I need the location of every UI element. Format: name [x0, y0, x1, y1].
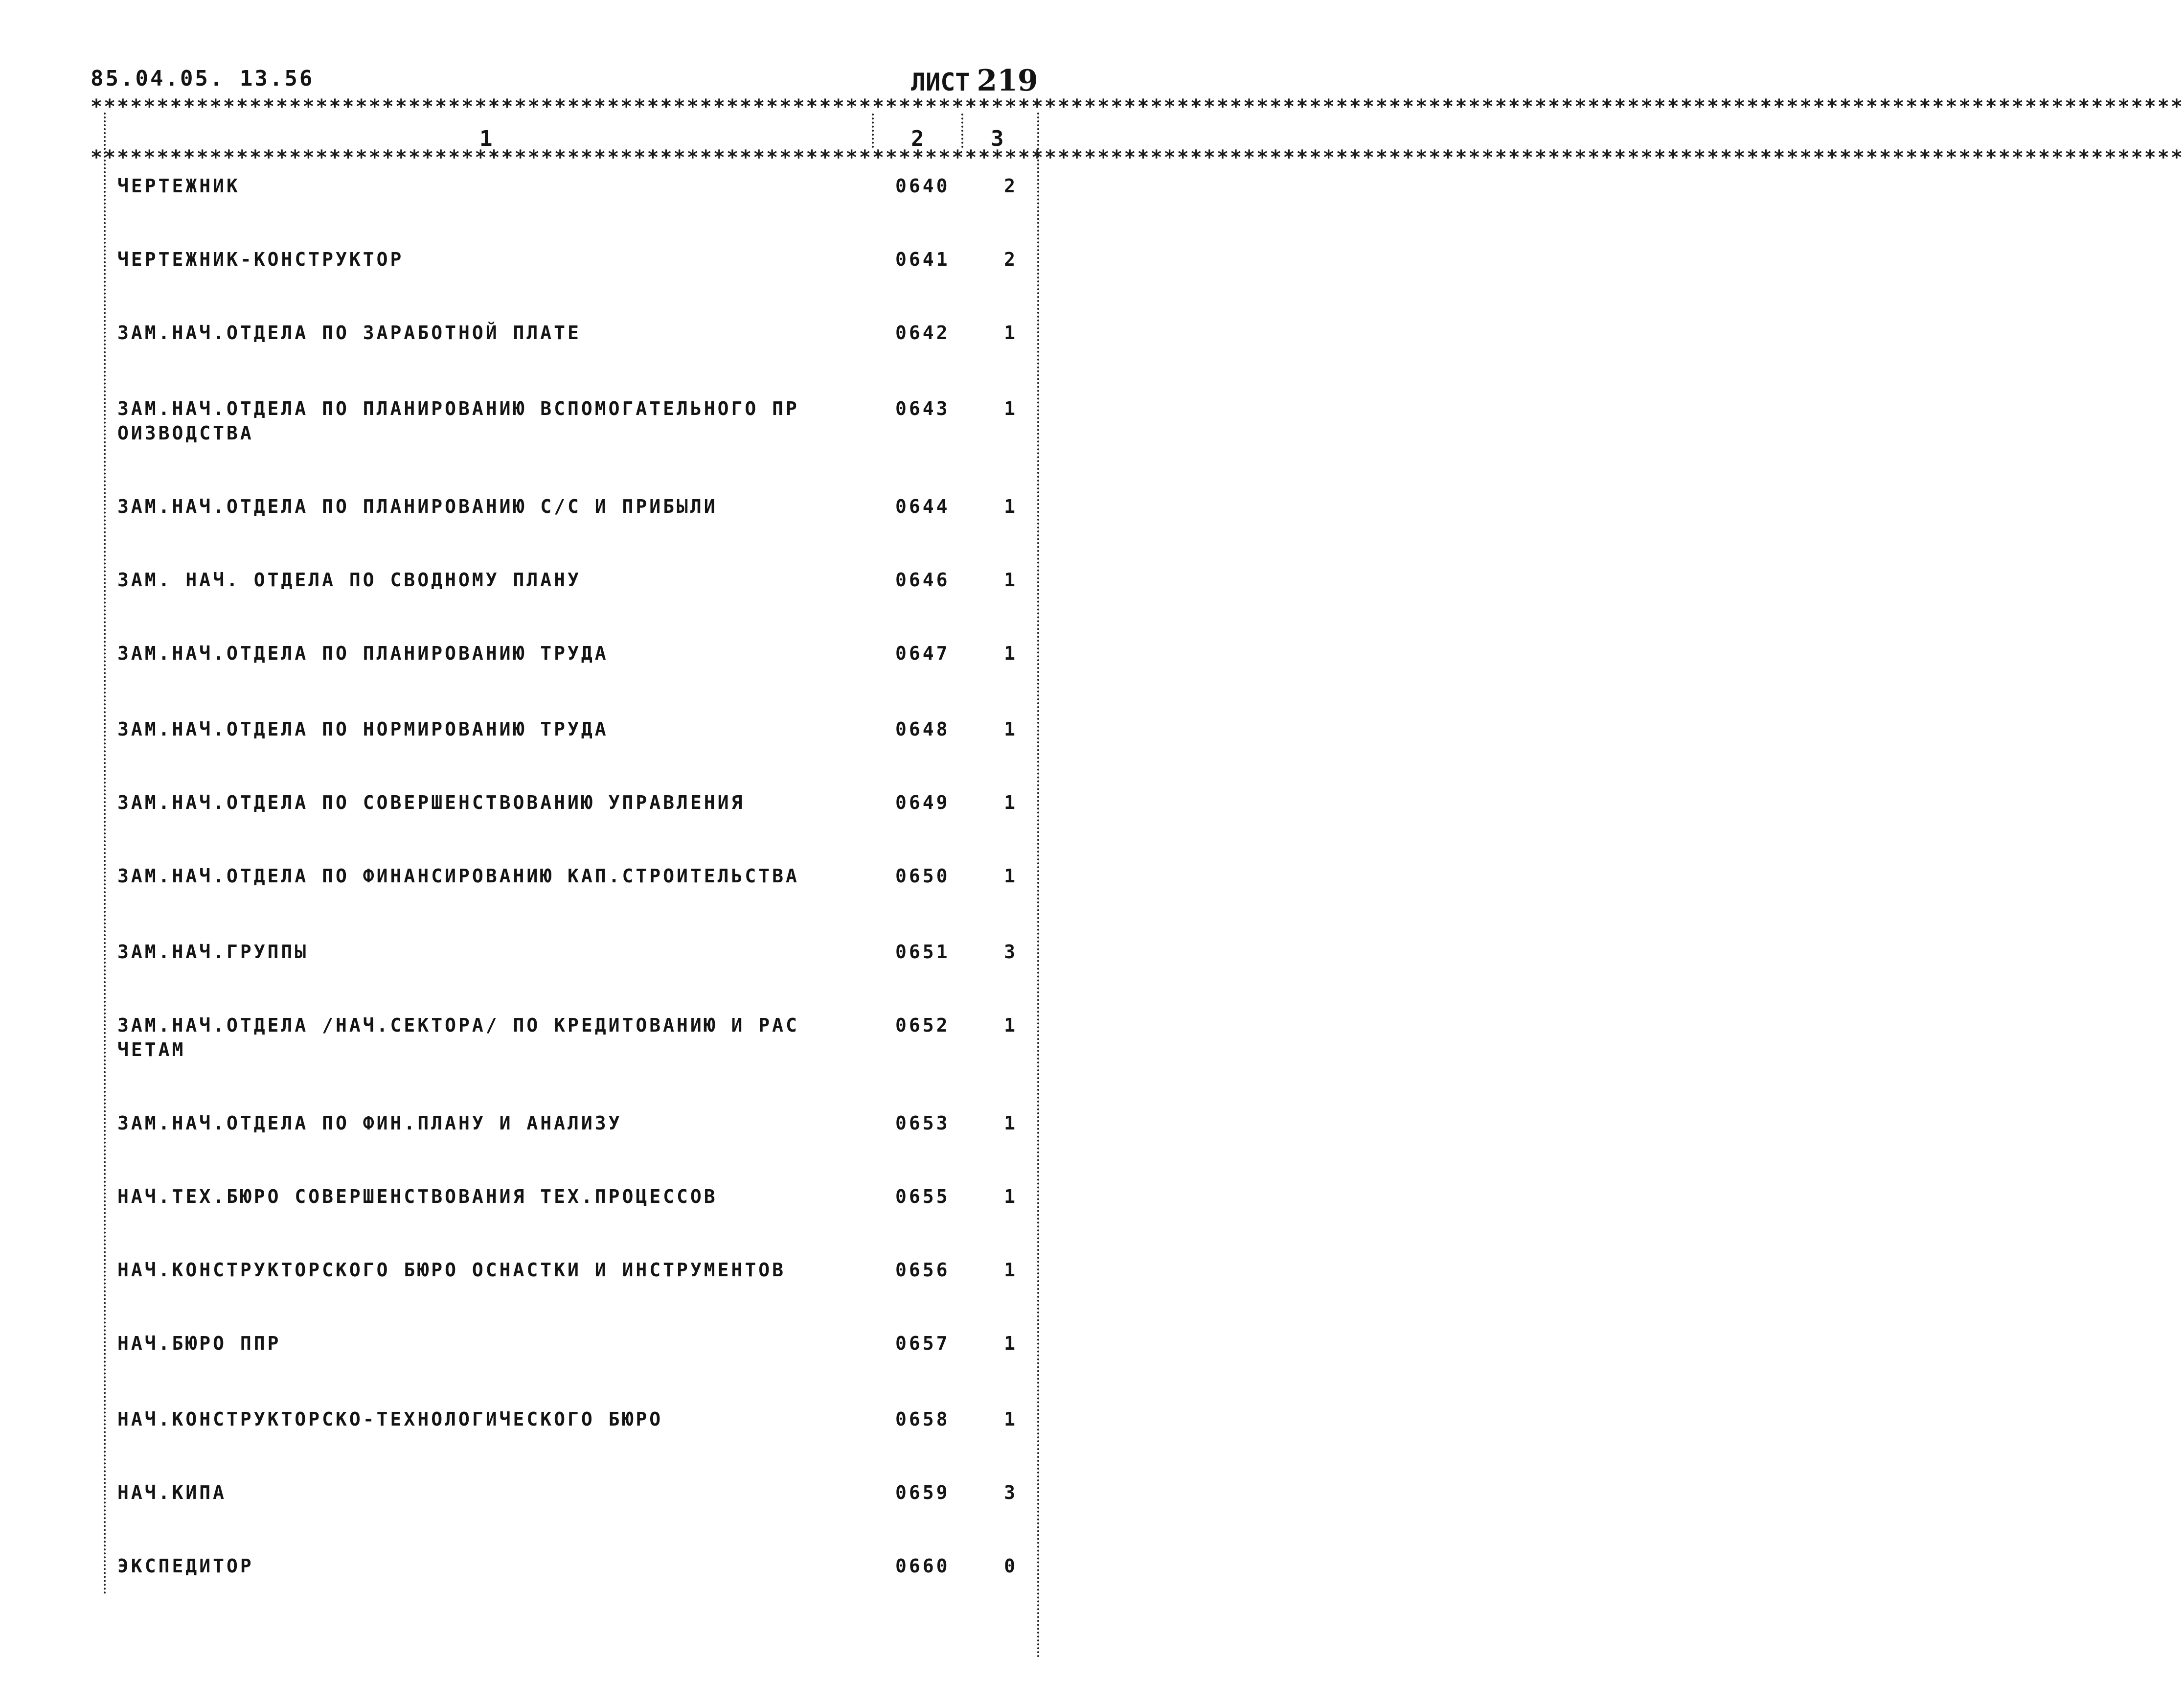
occupation-count: 1 [1004, 1333, 1018, 1354]
column-divider-2 [961, 114, 963, 148]
print-timestamp: 85.04.05. 13.56 [91, 66, 315, 91]
occupation-title: НАЧ.КОНСТРУКТОРСКОГО БЮРО ОСНАСТКИ И ИНСТРУМЕНТОВ [117, 1259, 786, 1281]
occupation-count: 2 [1004, 249, 1018, 270]
occupation-code: 0650 [895, 865, 950, 887]
occupation-code: 0647 [895, 643, 950, 664]
occupation-code: 0652 [895, 1014, 950, 1036]
table-row [117, 321, 1037, 369]
table-row [117, 396, 1037, 445]
occupation-code: 0657 [895, 1333, 950, 1354]
occupation-count: 1 [1004, 1259, 1018, 1281]
occupation-count: 1 [1004, 1014, 1018, 1036]
occupation-code: 0644 [895, 496, 950, 517]
occupation-title: ЗАМ.НАЧ.ОТДЕЛА ПО ЗАРАБОТНОЙ ПЛАТЕ [117, 322, 581, 344]
occupation-code: 0655 [895, 1186, 950, 1207]
table-row [117, 717, 1037, 766]
table-row [117, 494, 1037, 543]
occupation-title: ЗАМ.НАЧ.ОТДЕЛА ПО СОВЕРШЕНСТВОВАНИЮ УПРАВЛЕНИЯ [117, 792, 745, 813]
occupation-title: ЗАМ.НАЧ.ОТДЕЛА ПО ПЛАНИРОВАНИЮ ТРУДА [117, 643, 609, 664]
sheet-number [911, 64, 1038, 98]
table-row [117, 1407, 1037, 1456]
occupation-count: 1 [1004, 496, 1018, 517]
occupation-count: 3 [1004, 1482, 1018, 1503]
table-row [117, 568, 1037, 617]
occupation-title: ЧЕРТЕЖНИК [117, 175, 240, 197]
occupation-code: 0648 [895, 718, 950, 740]
occupation-code: 0643 [895, 398, 950, 419]
table-row [117, 1258, 1037, 1307]
table-row [117, 940, 1037, 989]
table-row [117, 1013, 1037, 1062]
occupation-count: 1 [1004, 718, 1018, 740]
column-header-3: 3 [991, 126, 1004, 151]
occupation-title: НАЧ.БЮРО ППР [117, 1333, 281, 1354]
table-row [117, 1111, 1037, 1160]
occupation-count: 1 [1004, 569, 1018, 591]
table-row [117, 1331, 1037, 1380]
occupation-count: 1 [1004, 398, 1018, 419]
sheet-number-value: 219 [977, 64, 1038, 98]
occupation-title: ЗАМ.НАЧ.ГРУППЫ [117, 941, 309, 963]
table-row [117, 174, 1037, 223]
occupation-code: 0653 [895, 1112, 950, 1134]
occupation-code: 0649 [895, 792, 950, 813]
table-row [117, 247, 1037, 296]
occupation-title: ЗАМ.НАЧ.ОТДЕЛА ПО ПЛАНИРОВАНИЮ С/С И ПРИБЫЛИ [117, 496, 718, 517]
occupation-title: ЗАМ.НАЧ.ОТДЕЛА ПО ФИН.ПЛАНУ И АНАЛИЗУ [117, 1112, 622, 1134]
occupation-count: 1 [1004, 792, 1018, 813]
occupation-code: 0651 [895, 941, 950, 963]
table-row [117, 1480, 1037, 1529]
table-row [117, 1554, 1037, 1603]
occupation-title: ЗАМ.НАЧ.ОТДЕЛА /НАЧ.СЕКТОРА/ ПО КРЕДИТОВАНИЮ И РАС ЧЕТАМ [117, 1014, 799, 1060]
occupation-count: 2 [1004, 175, 1018, 197]
occupation-title: ЭКСПЕДИТОР [117, 1555, 254, 1577]
occupation-title: НАЧ.КИПА [117, 1482, 227, 1503]
left-border [104, 113, 106, 1595]
occupation-title: ЗАМ.НАЧ.ОТДЕЛА ПО ФИНАНСИРОВАНИЮ КАП.СТРОИТЕЛЬСТВА [117, 865, 799, 887]
occupation-code: 0658 [895, 1408, 950, 1430]
occupation-count: 1 [1004, 322, 1018, 344]
right-border [1037, 113, 1039, 1659]
column-divider-1 [872, 114, 874, 148]
occupation-title: ЧЕРТЕЖНИК-КОНСТРУКТОР [117, 249, 404, 270]
occupation-title: ЗАМ.НАЧ.ОТДЕЛА ПО НОРМИРОВАНИЮ ТРУДА [117, 718, 609, 740]
occupation-code: 0659 [895, 1482, 950, 1503]
table-row [117, 790, 1037, 839]
occupation-code: 0640 [895, 175, 950, 197]
occupation-code: 0642 [895, 322, 950, 344]
occupation-title: НАЧ.КОНСТРУКТОРСКО-ТЕХНОЛОГИЧЕСКОГО БЮРО [117, 1408, 663, 1430]
occupation-code: 0660 [895, 1555, 950, 1577]
occupation-title: ЗАМ.НАЧ.ОТДЕЛА ПО ПЛАНИРОВАНИЮ ВСПОМОГАТЕЛЬНОГО ПР ОИЗВОДСТВА [117, 398, 799, 444]
occupation-count: 3 [1004, 941, 1018, 963]
header-border: ************************************************************************************************************************************************************** [91, 146, 2184, 169]
occupation-code: 0641 [895, 249, 950, 270]
occupation-title: НАЧ.ТЕХ.БЮРО СОВЕРШЕНСТВОВАНИЯ ТЕХ.ПРОЦЕССОВ [117, 1186, 718, 1207]
table-row [117, 641, 1037, 690]
top-border: ************************************************************************************************************************************************************** [91, 95, 2184, 118]
occupation-count: 1 [1004, 1112, 1018, 1134]
table-row [117, 864, 1037, 913]
occupation-count: 1 [1004, 865, 1018, 887]
occupation-code: 0646 [895, 569, 950, 591]
occupation-count: 1 [1004, 1408, 1018, 1430]
column-header-1: 1 [479, 126, 493, 151]
occupation-count: 0 [1004, 1555, 1018, 1577]
occupation-count: 1 [1004, 1186, 1018, 1207]
column-header-2: 2 [911, 126, 924, 151]
occupation-count: 1 [1004, 643, 1018, 664]
sheet-label: ЛИСТ [911, 68, 970, 96]
table-row [117, 1184, 1037, 1233]
occupation-code: 0656 [895, 1259, 950, 1281]
occupation-title: ЗАМ. НАЧ. ОТДЕЛА ПО СВОДНОМУ ПЛАНУ [117, 569, 581, 591]
